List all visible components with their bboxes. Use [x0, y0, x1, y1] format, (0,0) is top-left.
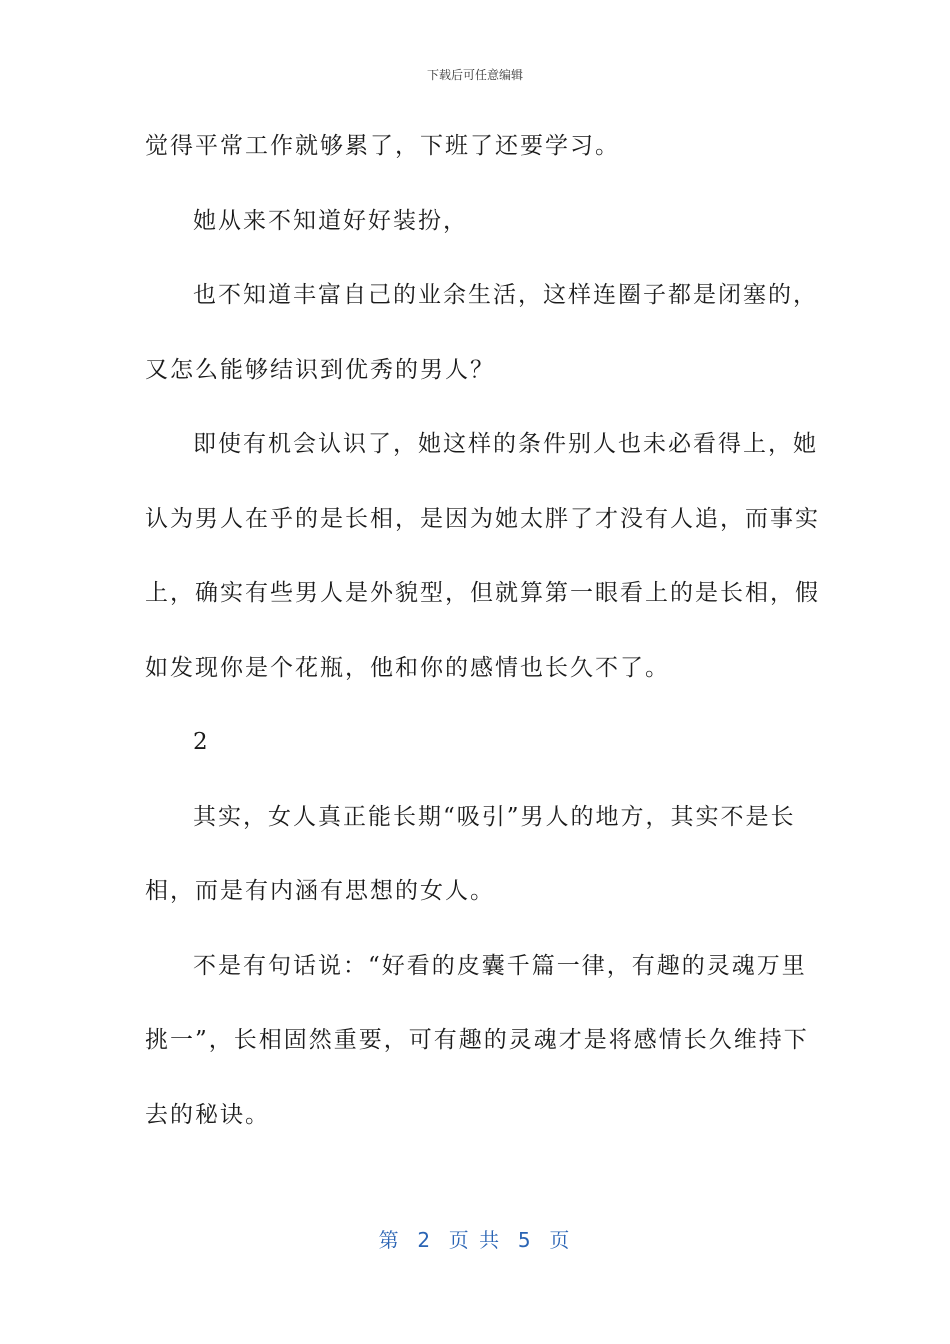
text-line: 不是有句话说：“好看的皮囊千篇一律，有趣的灵魂万里: [193, 952, 807, 979]
text-line: 挑一”，长相固然重要，可有趣的灵魂才是将感情长久维持下: [145, 1027, 809, 1053]
text-line: 上，确实有些男人是外貌型，但就算第一眼看上的是长相，假: [145, 580, 820, 606]
text-line: 觉得平常工作就够累了，下班了还要学习。: [145, 133, 620, 159]
text-line: 相，而是有内涵有思想的女人。: [145, 878, 495, 904]
page-header: 下载后可任意编辑: [426, 68, 523, 82]
text-line: 其实，女人真正能长期“吸引”男人的地方，其实不是长: [193, 803, 796, 830]
text-line: 如发现你是个花瓶，他和你的感情也长久不了。: [145, 654, 670, 681]
text-line: 去的秘诀。: [145, 1101, 270, 1128]
text-line: 她从来不知道好好装扮，: [193, 207, 468, 234]
text-line: 又怎么能够结识到优秀的男人？: [145, 356, 495, 383]
text-line: 即使有机会认识了，她这样的条件别人也未必看得上，她: [193, 431, 818, 457]
document-body: [145, 126, 820, 1169]
section-number: 2: [193, 729, 210, 755]
text-line: 认为男人在乎的是长相，是因为她太胖了才没有人追，而事实: [145, 505, 820, 532]
text-line: 也不知道丰富自己的业余生活，这样连圈子都是闭塞的，: [193, 282, 818, 308]
page-number-footer: 第 2 页 共 5 页: [378, 1228, 572, 1252]
